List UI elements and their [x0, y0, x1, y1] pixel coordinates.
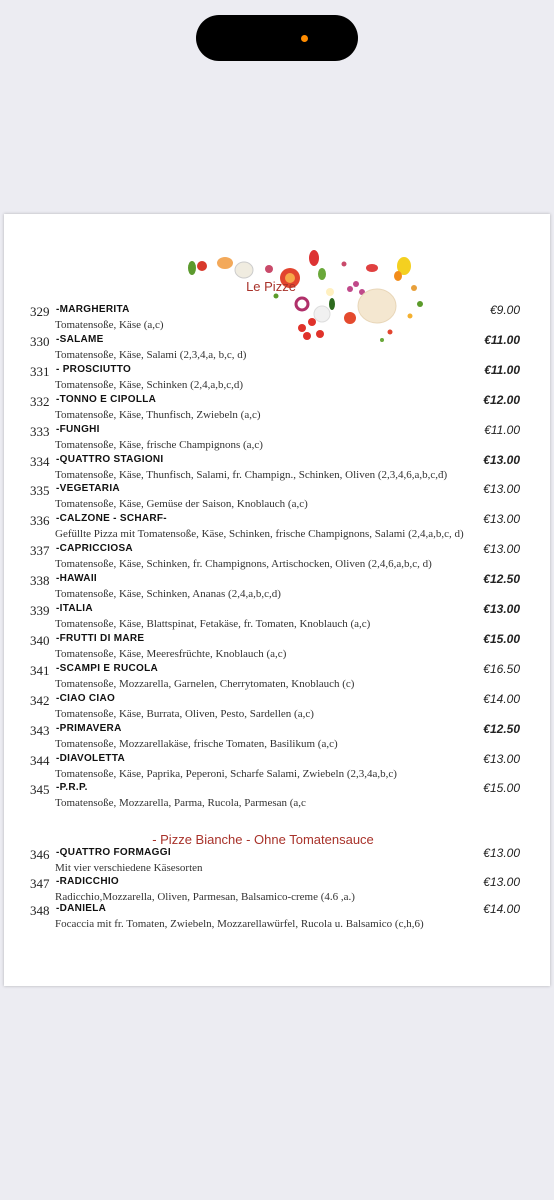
menu-item — [4, 751, 550, 781]
item-number: 333 — [30, 423, 50, 439]
menu-item — [4, 901, 550, 931]
item-price: €15.00 — [483, 631, 520, 646]
item-number: 344 — [30, 752, 50, 768]
item-price: €11.00 — [484, 332, 520, 347]
menu-item — [4, 661, 550, 691]
item-price: €11.00 — [484, 362, 520, 377]
menu-item — [4, 601, 550, 631]
item-price: €13.00 — [483, 482, 520, 497]
item-price: €16.50 — [483, 661, 520, 676]
item-description: Tomatensoße, Käse, Paprika, Peperoni, Scharfe Salami, Zwiebeln (2,3,4a,b,c) — [55, 767, 397, 780]
item-number: 339 — [30, 603, 50, 618]
menu-item — [4, 631, 550, 661]
item-description: Tomatensoße, Käse, Schinken (2,4,a,b,c,d) — [55, 378, 244, 391]
item-price: €11.00 — [484, 422, 520, 437]
section-title-pizze-bianche: - Pizze Bianche - Ohne Tomatensauce — [152, 832, 374, 847]
item-number: 348 — [30, 903, 50, 918]
menu-item — [4, 780, 550, 810]
section-title-le-pizze: Le Pizze — [246, 279, 296, 294]
menu-item — [4, 874, 550, 904]
item-number: 340 — [30, 632, 50, 648]
item-description: Tomatensoße, Käse, Gemüse der Saison, Knoblauch (a,c) — [55, 498, 308, 511]
item-name: -DIAVOLETTA — [56, 752, 126, 764]
item-name: -FUNGHI — [56, 423, 100, 435]
item-description: Tomatensoße, Käse, Thunfisch, Zwiebeln (a,c) — [55, 408, 261, 421]
item-number: 341 — [30, 662, 50, 678]
item-price: €13.00 — [483, 846, 520, 860]
menu-item — [4, 362, 550, 392]
item-price: €14.00 — [483, 691, 520, 706]
item-name: -MARGHERITA — [56, 304, 130, 315]
menu-item — [4, 422, 550, 452]
item-number: 332 — [30, 393, 50, 409]
item-name: -P.R.P. — [56, 782, 88, 794]
menu-item — [4, 452, 550, 482]
menu-item — [4, 392, 550, 422]
item-number: 329 — [30, 304, 50, 319]
item-price: €15.00 — [483, 781, 520, 796]
menu-page — [4, 214, 550, 986]
item-name: -ITALIA — [56, 603, 93, 614]
item-number: 337 — [30, 543, 50, 559]
item-description: Tomatensoße, Käse, Meeresfrüchte, Knoblauch (a,c) — [55, 647, 287, 660]
item-price: €13.00 — [483, 602, 520, 616]
item-number: 331 — [30, 363, 50, 379]
menu-item — [4, 481, 550, 511]
item-description: Radicchio,Mozzarella, Oliven, Parmesan, Balsamico-creme (4.6 ,a.) — [55, 891, 355, 903]
item-price: €13.00 — [483, 542, 520, 557]
item-number: 343 — [30, 722, 50, 738]
item-name: -SCAMPI E RUCOLA — [56, 662, 159, 674]
item-price: €12.50 — [483, 721, 520, 736]
item-price: €13.00 — [483, 875, 520, 889]
item-description: Tomatensoße, Käse, Blattspinat, Fetakäse, fr. Tomaten, Knoblauch (a,c) — [55, 618, 371, 630]
menu-item — [4, 511, 550, 541]
dynamic-island — [196, 15, 358, 61]
item-description: Tomatensoße, Käse, Burrata, Oliven, Pesto, Sardellen (a,c) — [55, 707, 314, 720]
menu-item — [4, 541, 550, 571]
item-number: 345 — [30, 782, 50, 798]
item-name: -TONNO E CIPOLLA — [56, 393, 157, 405]
item-description: Tomatensoße, Käse, Schinken, Ananas (2,4,a,b,c,d) — [55, 588, 281, 601]
item-number: 336 — [30, 513, 50, 529]
item-number: 347 — [30, 876, 50, 891]
menu-item — [4, 845, 550, 875]
menu-item — [4, 721, 550, 751]
camera-indicator-icon — [301, 35, 308, 42]
item-description: Mit vier verschiedene Käsesorten — [55, 862, 203, 874]
item-number: 335 — [30, 483, 50, 499]
item-description: Tomatensoße, Käse (a,c) — [55, 319, 164, 331]
item-name: -RADICCHIO — [56, 876, 119, 887]
item-description: Tomatensoße, Mozzarellakäse, frische Tomaten, Basilikum (a,c) — [55, 737, 338, 750]
item-price: €9.00 — [489, 303, 520, 317]
item-price: €13.00 — [483, 751, 520, 766]
item-description: Tomatensoße, Käse, Salami (2,3,4,a, b,c, d) — [55, 348, 247, 361]
item-description: Gefüllte Pizza mit Tomatensoße, Käse, Schinken, frische Champignons, Salami (2,4,a,b,c, d) — [55, 528, 464, 541]
menu-item — [4, 332, 550, 362]
menu-item — [4, 691, 550, 721]
item-price: €14.00 — [483, 902, 520, 916]
item-description: Tomatensoße, Käse, Thunfisch, Salami, fr. Champign., Schinken, Oliven (2,3,4,6,a,b,c,đ) — [55, 468, 448, 481]
item-name: -DANIELA — [56, 903, 107, 914]
item-number: 342 — [30, 692, 50, 708]
item-price: €13.00 — [483, 452, 520, 467]
item-number: 334 — [30, 453, 50, 469]
item-number: 338 — [30, 573, 50, 589]
item-number: 346 — [30, 847, 50, 862]
item-price: €12.00 — [483, 392, 520, 407]
item-description: Tomatensoße, Mozzarella, Garnelen, Cherrytomaten, Knoblauch (c) — [55, 677, 355, 690]
item-description: Focaccia mit fr. Tomaten, Zwiebeln, Mozzarellawürfel, Rucola u. Balsamico (c,h,6) — [55, 918, 424, 930]
item-price: €13.00 — [483, 512, 520, 527]
item-name: -CIAO CIAO — [56, 692, 116, 704]
item-number: 330 — [30, 333, 50, 349]
menu-item — [4, 571, 550, 601]
item-description: Tomatensoße, Käse, Schinken, fr. Champignons, Artischocken, Oliven (2,4,6,a,b,c, d) — [55, 558, 432, 571]
menu-item — [4, 302, 550, 332]
item-description: Tomatensoße, Mozzarella, Parma, Rucola, Parmesan (a,c — [55, 797, 306, 810]
item-name: -PRIMAVERA — [56, 722, 122, 734]
item-name: -SALAME — [56, 333, 104, 345]
item-name: - PROSCIUTTO — [56, 363, 132, 375]
item-name: -QUATTRO STAGIONI — [56, 453, 164, 465]
item-name: -CAPRICCIOSA — [56, 543, 133, 555]
item-name: -HAWAII — [56, 573, 97, 585]
item-price: €12.50 — [483, 572, 520, 587]
item-name: -FRUTTI DI MARE — [56, 632, 145, 644]
item-description: Tomatensoße, Käse, frische Champignons (a,c) — [55, 438, 263, 451]
item-name: -QUATTRO FORMAGGI — [56, 847, 171, 858]
item-name: -VEGETARIA — [56, 483, 120, 495]
item-name: -CALZONE - SCHARF- — [56, 513, 167, 525]
